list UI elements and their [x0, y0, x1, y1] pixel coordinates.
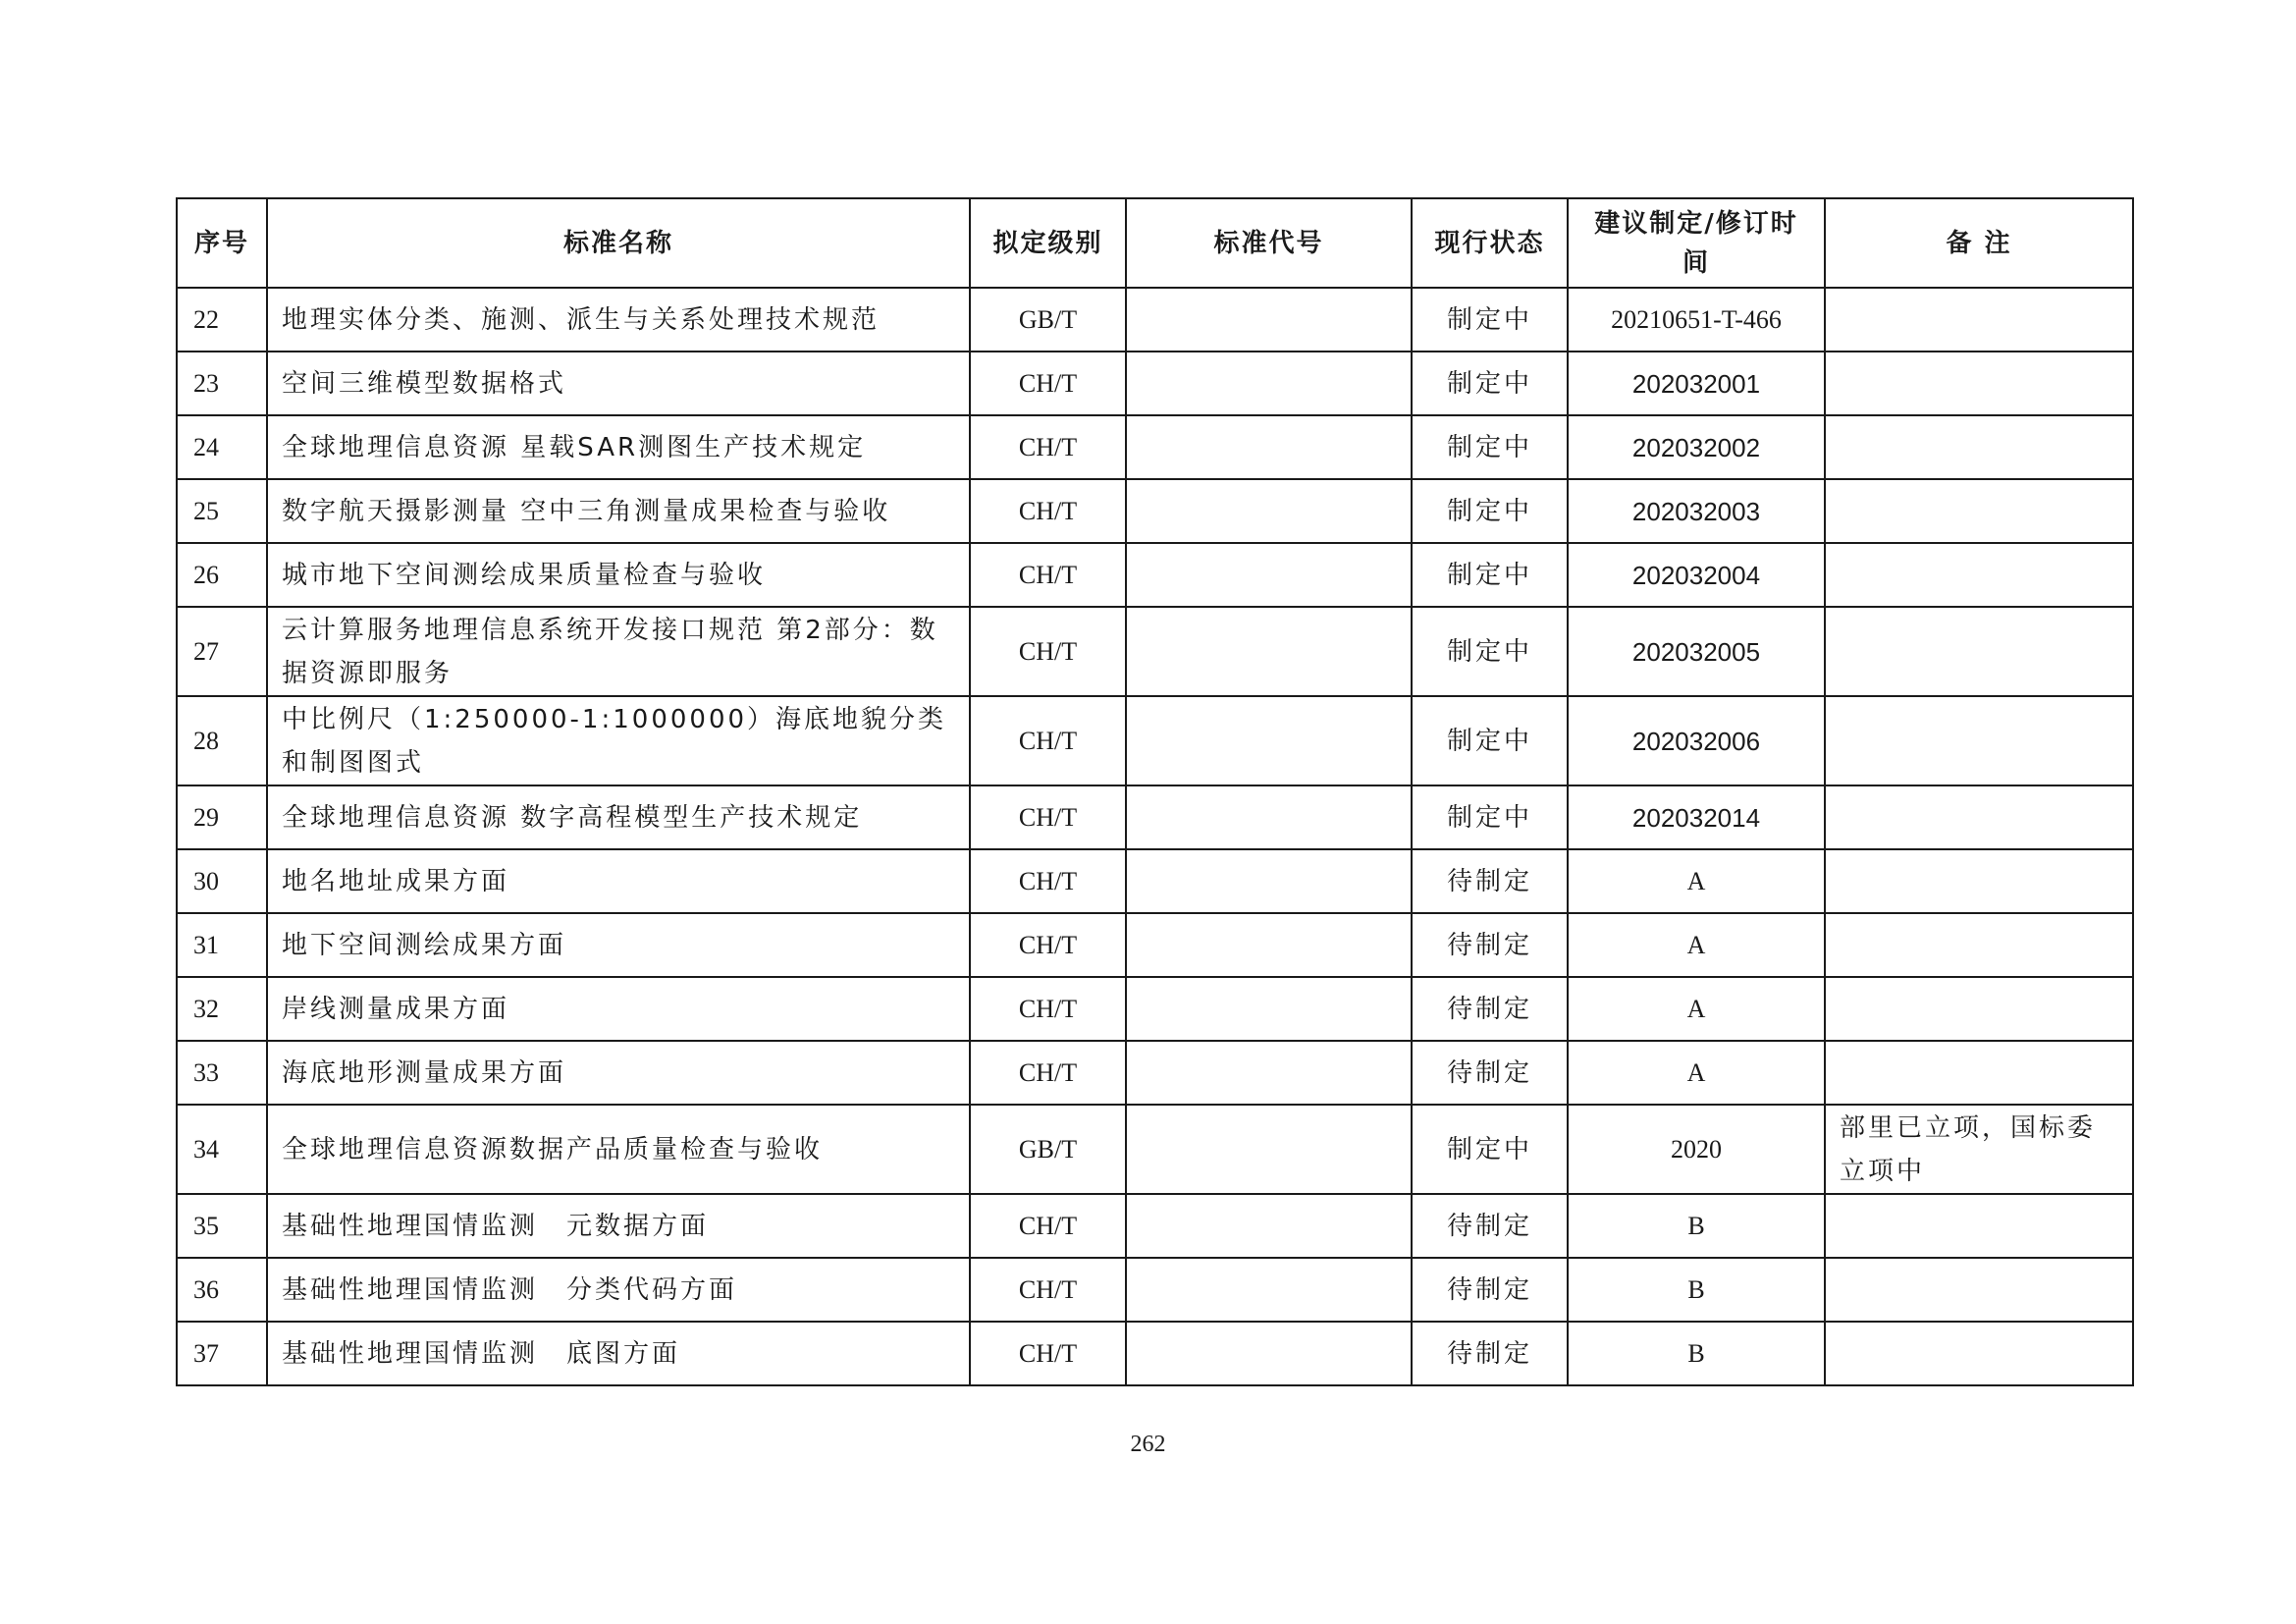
- header-seq: 序号: [177, 198, 267, 288]
- cell-name: 海底地形测量成果方面: [267, 1041, 970, 1105]
- cell-code: [1126, 785, 1412, 849]
- cell-seq: 28: [177, 696, 267, 785]
- cell-level: CH/T: [970, 1041, 1126, 1105]
- cell-code: [1126, 1322, 1412, 1385]
- cell-time: A: [1568, 977, 1825, 1041]
- cell-code: [1126, 1105, 1412, 1194]
- cell-time: B: [1568, 1322, 1825, 1385]
- cell-seq: 29: [177, 785, 267, 849]
- cell-code: [1126, 607, 1412, 696]
- cell-time: A: [1568, 849, 1825, 913]
- table-row: [177, 479, 2133, 543]
- cell-name: 基础性地理国情监测 底图方面: [267, 1322, 970, 1385]
- cell-status: 待制定: [1412, 1041, 1568, 1105]
- table-row: [177, 352, 2133, 415]
- cell-seq: 30: [177, 849, 267, 913]
- cell-seq: 23: [177, 352, 267, 415]
- cell-level: CH/T: [970, 415, 1126, 479]
- table-row: [177, 1041, 2133, 1105]
- cell-status: 待制定: [1412, 1194, 1568, 1258]
- cell-code: [1126, 1041, 1412, 1105]
- cell-time: 202032003: [1568, 479, 1825, 543]
- cell-status: 制定中: [1412, 696, 1568, 785]
- cell-seq: 33: [177, 1041, 267, 1105]
- table-body: [177, 288, 2133, 1385]
- cell-note: [1825, 1322, 2133, 1385]
- header-name: 标准名称: [267, 198, 970, 288]
- cell-seq: 22: [177, 288, 267, 352]
- header-status: 现行状态: [1412, 198, 1568, 288]
- cell-time: A: [1568, 913, 1825, 977]
- standards-table: [176, 197, 2134, 1386]
- cell-note: [1825, 479, 2133, 543]
- cell-note: [1825, 1041, 2133, 1105]
- cell-note: [1825, 977, 2133, 1041]
- cell-level: CH/T: [970, 1258, 1126, 1322]
- cell-code: [1126, 696, 1412, 785]
- cell-name: 空间三维模型数据格式: [267, 352, 970, 415]
- cell-level: CH/T: [970, 696, 1126, 785]
- cell-status: 待制定: [1412, 913, 1568, 977]
- cell-time: 2020: [1568, 1105, 1825, 1194]
- cell-name: 全球地理信息资源 数字高程模型生产技术规定: [267, 785, 970, 849]
- cell-time: 202032005: [1568, 607, 1825, 696]
- table-row: [177, 543, 2133, 607]
- table-row: [177, 415, 2133, 479]
- cell-note: [1825, 607, 2133, 696]
- table-row: [177, 849, 2133, 913]
- cell-time: 202032001: [1568, 352, 1825, 415]
- table-row: [177, 1322, 2133, 1385]
- cell-name: 数字航天摄影测量 空中三角测量成果检查与验收: [267, 479, 970, 543]
- cell-status: 待制定: [1412, 1322, 1568, 1385]
- header-note: 备 注: [1825, 198, 2133, 288]
- cell-code: [1126, 1194, 1412, 1258]
- cell-time: 202032006: [1568, 696, 1825, 785]
- cell-note: [1825, 1194, 2133, 1258]
- cell-seq: 32: [177, 977, 267, 1041]
- cell-time: A: [1568, 1041, 1825, 1105]
- cell-note: [1825, 415, 2133, 479]
- cell-note: [1825, 288, 2133, 352]
- cell-note: [1825, 849, 2133, 913]
- cell-time: 20210651-T-466: [1568, 288, 1825, 352]
- cell-status: 待制定: [1412, 849, 1568, 913]
- page-number: 262: [1130, 1432, 1166, 1457]
- table-row: [177, 696, 2133, 785]
- cell-seq: 27: [177, 607, 267, 696]
- cell-level: CH/T: [970, 849, 1126, 913]
- cell-seq: 34: [177, 1105, 267, 1194]
- cell-code: [1126, 479, 1412, 543]
- table-row: [177, 913, 2133, 977]
- cell-code: [1126, 543, 1412, 607]
- table-row: [177, 977, 2133, 1041]
- cell-name: 全球地理信息资源 星载SAR测图生产技术规定: [267, 415, 970, 479]
- cell-time: B: [1568, 1258, 1825, 1322]
- cell-code: [1126, 977, 1412, 1041]
- cell-level: CH/T: [970, 1194, 1126, 1258]
- cell-code: [1126, 913, 1412, 977]
- cell-status: 制定中: [1412, 1105, 1568, 1194]
- table-row: [177, 607, 2133, 696]
- cell-note: [1825, 352, 2133, 415]
- cell-seq: 36: [177, 1258, 267, 1322]
- cell-code: [1126, 415, 1412, 479]
- cell-note: [1825, 913, 2133, 977]
- table-row: [177, 785, 2133, 849]
- cell-level: CH/T: [970, 352, 1126, 415]
- cell-seq: 31: [177, 913, 267, 977]
- cell-level: CH/T: [970, 785, 1126, 849]
- cell-time: 202032002: [1568, 415, 1825, 479]
- cell-level: CH/T: [970, 1322, 1126, 1385]
- cell-time: B: [1568, 1194, 1825, 1258]
- cell-code: [1126, 1258, 1412, 1322]
- cell-time: 202032004: [1568, 543, 1825, 607]
- cell-note: 部里已立项，国标委立项中: [1825, 1105, 2133, 1194]
- cell-name: 基础性地理国情监测 分类代码方面: [267, 1258, 970, 1322]
- cell-seq: 26: [177, 543, 267, 607]
- header-row: [177, 198, 2133, 288]
- cell-note: [1825, 696, 2133, 785]
- cell-code: [1126, 849, 1412, 913]
- cell-status: 制定中: [1412, 785, 1568, 849]
- header-code: 标准代号: [1126, 198, 1412, 288]
- cell-level: CH/T: [970, 913, 1126, 977]
- cell-status: 制定中: [1412, 543, 1568, 607]
- cell-name: 中比例尺（1:250000-1:1000000）海底地貌分类和制图图式: [267, 696, 970, 785]
- cell-seq: 37: [177, 1322, 267, 1385]
- cell-status: 制定中: [1412, 479, 1568, 543]
- cell-name: 基础性地理国情监测 元数据方面: [267, 1194, 970, 1258]
- cell-seq: 24: [177, 415, 267, 479]
- table-row: [177, 288, 2133, 352]
- cell-seq: 25: [177, 479, 267, 543]
- cell-name: 地理实体分类、施测、派生与关系处理技术规范: [267, 288, 970, 352]
- cell-status: 制定中: [1412, 352, 1568, 415]
- cell-status: 制定中: [1412, 288, 1568, 352]
- cell-level: CH/T: [970, 479, 1126, 543]
- cell-note: [1825, 1258, 2133, 1322]
- cell-name: 地名地址成果方面: [267, 849, 970, 913]
- table-row: [177, 1105, 2133, 1194]
- header-level: 拟定级别: [970, 198, 1126, 288]
- cell-status: 制定中: [1412, 607, 1568, 696]
- cell-level: CH/T: [970, 977, 1126, 1041]
- header-time: 建议制定/修订时间: [1568, 198, 1825, 288]
- cell-name: 全球地理信息资源数据产品质量检查与验收: [267, 1105, 970, 1194]
- cell-status: 制定中: [1412, 415, 1568, 479]
- cell-name: 城市地下空间测绘成果质量检查与验收: [267, 543, 970, 607]
- cell-level: GB/T: [970, 288, 1126, 352]
- cell-status: 待制定: [1412, 1258, 1568, 1322]
- table-row: [177, 1194, 2133, 1258]
- cell-level: CH/T: [970, 607, 1126, 696]
- cell-level: CH/T: [970, 543, 1126, 607]
- cell-note: [1825, 543, 2133, 607]
- cell-name: 岸线测量成果方面: [267, 977, 970, 1041]
- table-row: [177, 1258, 2133, 1322]
- cell-time: 202032014: [1568, 785, 1825, 849]
- cell-level: GB/T: [970, 1105, 1126, 1194]
- cell-name: 云计算服务地理信息系统开发接口规范 第2部分：数据资源即服务: [267, 607, 970, 696]
- cell-seq: 35: [177, 1194, 267, 1258]
- cell-name: 地下空间测绘成果方面: [267, 913, 970, 977]
- cell-code: [1126, 288, 1412, 352]
- cell-code: [1126, 352, 1412, 415]
- cell-note: [1825, 785, 2133, 849]
- cell-status: 待制定: [1412, 977, 1568, 1041]
